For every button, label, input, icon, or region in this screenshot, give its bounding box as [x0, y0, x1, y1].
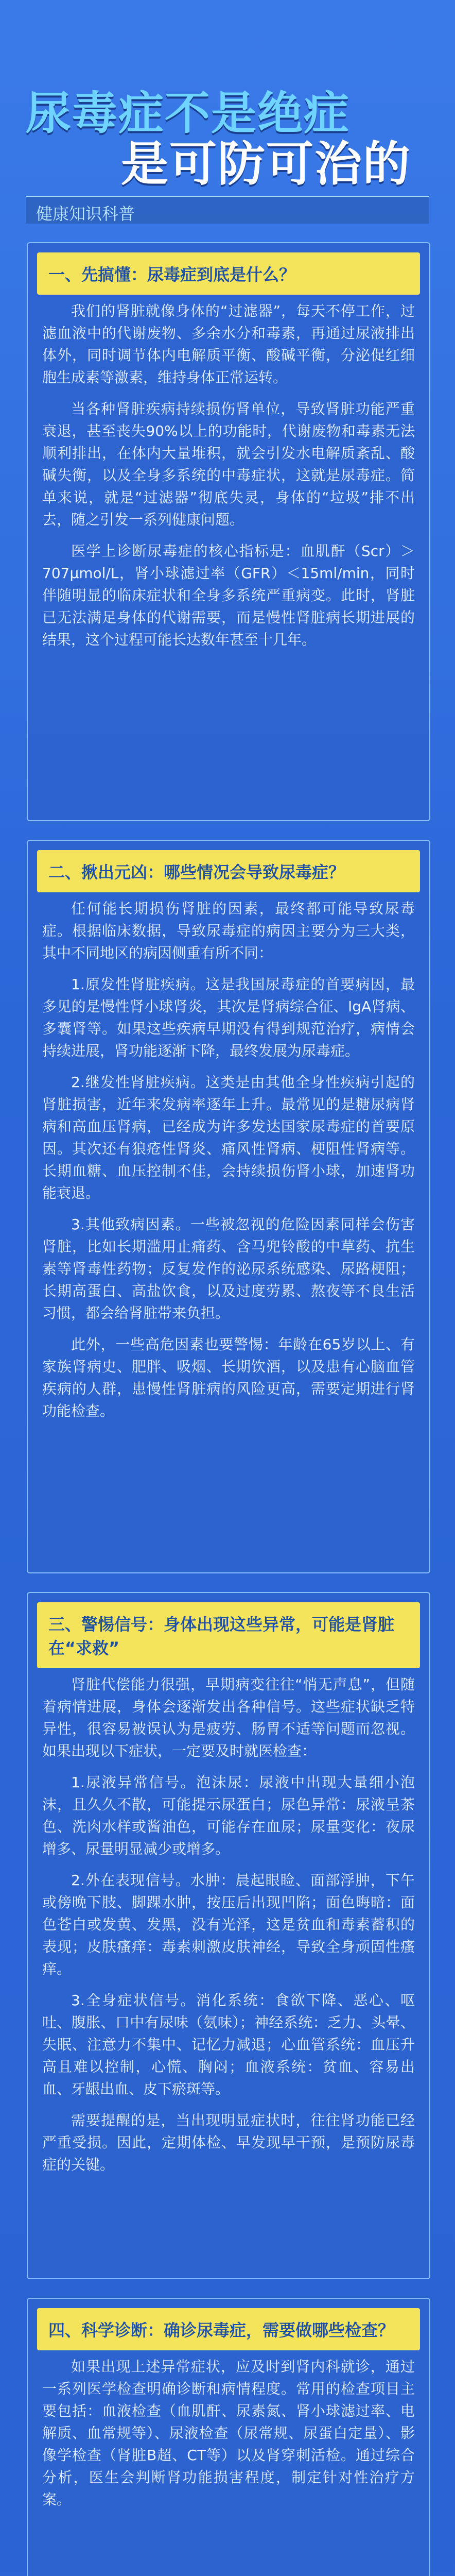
- section-3-card: [27, 1592, 430, 2279]
- section-3-paragraph-1: 肾脏代偿能力很强，早期病变往往“悄无声息”，但随着病情进展，身体会逐渐发出各种信号。这些症状缺乏特异性，很容易被误认为是疲劳、肠胃不适等问题而忽视。如果出现以下症状，一定要及时就医检查：: [42, 1676, 415, 1759]
- hero: [0, 0, 455, 196]
- section-1-body: [42, 300, 415, 651]
- section-3-paragraph-5: 需要提醒的是，当出现明显症状时，往往肾功能已经严重受损。因此，定期体检、早发现早干预，是预防尿毒症的关键。: [42, 2112, 415, 2173]
- section-4-paragraph-1: 如果出现上述异常症状，应及时到肾内科就诊，通过一系列医学检查明确诊断和病情程度。常用的检查项目主要包括：血液检查（血肌酐、尿素氮、肾小球滤过率、电解质、血常规等）、尿液检查（尿常规、尿蛋白定量）、影像学检查（肾脏B超、CT等）以及肾穿刺活检。通过综合分析，医生会判断肾功能损害程度，制定针对性治疗方案。: [42, 2358, 415, 2508]
- section-1-paragraph-1: 我们的肾脏就像身体的“过滤器”，每天不停工作，过滤血液中的代谢废物、多余水分和毒素，再通过尿液排出体外，同时调节体内电解质平衡、酸碱平衡，分泌促红细胞生成素等激素，维持身体正常运转。: [42, 302, 415, 386]
- main-title-line-2: 是可防可治的: [121, 137, 412, 192]
- section-1-paragraph-2: 当各种肾脏疾病持续损伤肾单位，导致肾脏功能严重衰退，甚至丧失90%以上的功能时，代谢废物和毒素无法顺利排出，在体内大量堆积，就会引发水电解质紊乱、酸碱失衡，以及全身多系统的中毒症状，这就是尿毒症。简单来说，就是“过滤器”彻底失灵，身体的“垃圾”排不出去，随之引发一系列健康问题。: [42, 400, 415, 528]
- section-1-card: [27, 242, 430, 821]
- section-1-heading: 一、先搞懂：尿毒症到底是什么？: [37, 252, 420, 295]
- section-3-paragraph-2: 1.尿液异常信号。泡沫尿：尿液中出现大量细小泡沫，且久久不散，可能提示尿蛋白；尿色异常：尿液呈茶色、洗肉水样或酱油色，可能存在血尿；尿量变化：夜尿增多、尿量明显减少或增多。: [42, 1774, 415, 1857]
- subtitle: 健康知识科普: [36, 204, 135, 224]
- section-2-paragraph-2: 1.原发性肾脏疾病。这是我国尿毒症的首要病因，最多见的是慢性肾小球肾炎，其次是肾病综合征、IgA肾病、多囊肾等。如果这些疾病早期没有得到规范治疗，病情会持续进展，肾功能逐渐下降，最终发展为尿毒症。: [42, 976, 415, 1059]
- main-title-line-1: 尿毒症不是绝症: [26, 87, 351, 140]
- section-2-paragraph-5: 此外，一些高危因素也要警惕：年龄在65岁以上、有家族肾病史、肥胖、吸烟、长期饮酒，以及患有心脑血管疾病的人群，患慢性肾脏病的风险更高，需要定期进行肾功能检查。: [42, 1336, 415, 1419]
- section-4-heading: 四、科学诊断：确诊尿毒症，需要做哪些检查？: [37, 2308, 420, 2350]
- section-2-paragraph-1: 任何能长期损伤肾脏的因素，最终都可能导致尿毒症。根据临床数据，导致尿毒症的病因主要分为三大类，其中不同地区的病因侧重有所不同：: [42, 900, 415, 961]
- section-3-paragraph-4: 3.全身症状信号。消化系统：食欲下降、恶心、呕吐、腹胀、口中有尿味（氨味）；神经系统：乏力、头晕、失眠、注意力不集中、记忆力减退；心血管系统：血压升高且难以控制，心慌、胸闷；血液系统：贫血、容易出血、牙龈出血、皮下瘀斑等。: [42, 1992, 415, 2097]
- section-2-card: [27, 840, 430, 1573]
- section-4-body: [42, 2355, 415, 2511]
- section-3-body: [42, 1673, 415, 2176]
- section-2-body: [42, 897, 415, 1422]
- section-1-paragraph-3: 医学上诊断尿毒症的核心指标是：血肌酐（Scr）＞707μmol/L，肾小球滤过率（GFR）＜15ml/min，同时伴随明显的临床症状和全身多系统严重病变。此时，肾脏已无法满足身体的代谢需要，而是慢性肾脏病长期进展的结果，这个过程可能长达数年甚至十几年。: [42, 543, 415, 648]
- section-2-heading: 二、揪出元凶：哪些情况会导致尿毒症？: [37, 850, 420, 892]
- section-2-paragraph-3: 2.继发性肾脏疾病。这类是由其他全身性疾病引起的肾脏损害，近年来发病率逐年上升。最常见的是糖尿病肾病和高血压肾病，已经成为许多发达国家尿毒症的首要原因。其次还有狼疮性肾炎、痛风性肾病、梗阻性肾病等。长期血糖、血压控制不佳，会持续损伤肾小球，加速肾功能衰退。: [42, 1074, 415, 1201]
- section-3-heading: 三、警惕信号：身体出现这些异常，可能是肾脏在“求救”: [37, 1602, 420, 1668]
- section-4-card: [27, 2298, 430, 2576]
- section-3-paragraph-3: 2.外在表现信号。水肿：晨起眼睑、面部浮肿，下午或傍晚下肢、脚踝水肿，按压后出现凹陷；面色晦暗：面色苍白或发黄、发黑，没有光泽，这是贫血和毒素蓄积的表现；皮肤瘙痒：毒素刺激皮肤神经，导致全身顽固性瘙痒。: [42, 1872, 415, 1977]
- section-2-paragraph-4: 3.其他致病因素。一些被忽视的危险因素同样会伤害肾脏，比如长期滥用止痛药、含马兜铃酸的中草药、抗生素等肾毒性药物；反复发作的泌尿系统感染、尿路梗阻；长期高蛋白、高盐饮食，以及过度劳累、熬夜等不良生活习惯，都会给肾脏带来负担。: [42, 1216, 415, 1321]
